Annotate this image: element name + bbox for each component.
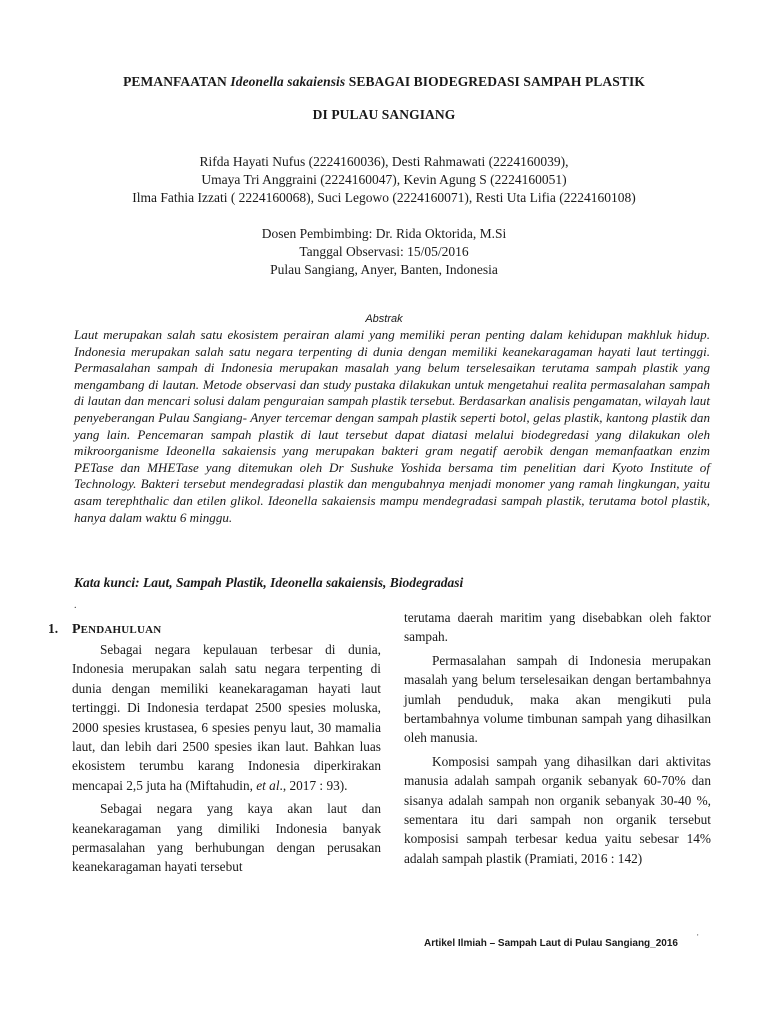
authors-line-3: Ilma Fathia Izzati ( 2224160068), Suci Legowo (2224160071), Resti Uta Lifia (2224160108) — [132, 190, 636, 205]
section-first-letter: P — [72, 622, 81, 637]
right-column — [404, 608, 711, 868]
footer-mark: ' — [697, 933, 699, 942]
right-paragraph-1: Permasalahan sampah di Indonesia merupakan masalah yang belum terselesaikan dengan bertambahnya jumlah penduduk, maka akan mengikuti pula bertambahnya volume timbunan sampah yang dihasilkan oleh manusia. — [404, 652, 711, 746]
right-paragraph-2: Komposisi sampah yang dihasilkan dari aktivitas manusia adalah sampah organik sebanyak 60-70% dan sisanya adalah sampah non organik sebanyak 30-40 %, sementara itu dari sampah non organik tersebut komposisi sampah terbesar kedua yaitu sebesar 14% adalah sampah plastik (Pramiati, 2016 : 142) — [404, 753, 711, 866]
stray-dot: . — [74, 600, 77, 611]
left-paragraph-2: Sebagai negara yang kaya akan laut dan keanekaragaman yang dimiliki Indonesia banyak permasalahan yang berhubungan dengan perusakan keanekaragaman hayati tersebut — [72, 801, 381, 875]
left-p1-etal: et al — [256, 777, 280, 793]
right-paragraph-continued: terutama daerah maritim yang disebabkan oleh faktor sampah. — [404, 610, 711, 645]
abstract-text: Laut merupakan salah satu ekosistem perairan alami yang memiliki peran penting dalam kehidupan makhluk hidup. Indonesia merupakan salah satu negara terpenting di dunia dengan memiliki keanekaragaman hayati laut tertinggi. Permasalahan sampah di Indonesia merupakan masalah yang belum terselesaikan terutama sampah plastik yang mengambang di lautan. Metode observasi dan study pustaka dilakukan untuk mengetahui realita permasalahan sampah di lautan dan mencari solusi dalam penguraian sampah plastik tersebut. Berdasarkan analisis pengamatan, wilayah laut penyeberangan Pulau Sangiang- Anyer tercemar dengan sampah plastik seperti botol, gelas plastik, kantong plastik dan yang lain. Pencemaran sampah plastik di laut tersebut dapat diatasi melalui biodegredasi yang dilakukan oleh mikroorganisme Ideonella sakaiensis yang merupakan bakteri gram negatif aerobik dengan memanfaatkan enzim PETase dan MHETase yang ditemukan oleh Dr Sushuke Yoshida bersama tim penelitian dari Kyoto Institute of Technology. Bakteri tersebut mendegradasi plastik dan mengubahnya menjadi monomer yang ramah lingkungan, yaitu asam terephthalic dan etilen glikol. Ideonella sakaiensis mampu mendegradasi sampah plastik, terutama botol plastik, hanya dalam waktu 6 minggu. — [74, 327, 710, 525]
paper-title-line-2: DI PULAU SANGIANG — [312, 107, 456, 122]
abstract-heading: Abstrak — [365, 313, 403, 325]
title-species: Ideonella sakaiensis — [230, 74, 346, 89]
left-p1-text: Sebagai negara kepulauan terbesar di dunia, Indonesia merupakan salah satu negara terpenting di dunia dengan memiliki keanekaragaman hayati laut tertinggi. Di Indonesia terdapat 2500 spesies moluska, 2000 spesies krustasea, 6 spesies penyu laut, 30 mamalia laut, dan lebih dari 2500 spesies ikan laut. Bahkan luas ekosistem terumbu karang Indonesia diperkirakan mencapai 2,5 juta ha (Miftahudin, — [72, 642, 381, 793]
title-prefix: PEMANFAATAN — [123, 74, 231, 89]
section-heading-pendahuluan — [48, 621, 161, 638]
page-footer: Artikel Ilmiah – Sampah Laut di Pulau Sangiang_2016 — [424, 938, 678, 949]
supervisor-line: Dosen Pembimbing: Dr. Rida Oktorida, M.Si — [261, 226, 507, 241]
section-title-rest: ENDAHULUAN — [80, 624, 162, 636]
observation-date: Tanggal Observasi: 15/05/2016 — [299, 244, 469, 259]
title-suffix: SEBAGAI BIODEGREDASI SAMPAH PLASTIK — [345, 74, 645, 89]
keywords: Kata kunci: Laut, Sampah Plastik, Ideonella sakaiensis, Biodegradasi — [74, 575, 464, 590]
left-paragraph-1 — [72, 640, 381, 795]
authors-line-2: Umaya Tri Anggraini (2224160047), Kevin Agung S (2224160051) — [201, 172, 567, 187]
paper-title-line-1 — [60, 74, 708, 90]
observation-location: Pulau Sangiang, Anyer, Banten, Indonesia — [270, 262, 498, 277]
left-column — [72, 640, 381, 877]
authors-line-1: Rifda Hayati Nufus (2224160036), Desti Rahmawati (2224160039), — [199, 154, 569, 169]
left-p1-citation-end: ., 2017 : 93). — [279, 777, 348, 793]
section-number: 1. — [48, 621, 59, 636]
